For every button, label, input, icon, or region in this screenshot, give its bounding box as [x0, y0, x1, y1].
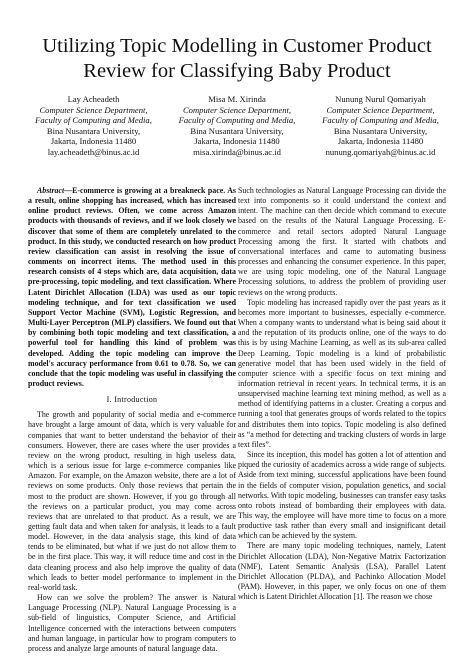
author-2: [166, 94, 309, 158]
author-1: [22, 94, 165, 158]
paragraph: There are many topic modeling techniques, namely, Latent Dirichlet Allocation (LDA), Non-Negative Matrix Factorization (NMF), Latent Semantic Analysis (LSA), Parallel Latent Dirichlet Allocation (PLDA), and Pachinko Allocation Model (PAM). However, in this paper, we only focus on one of them which is Latent Dirichlet Allocation [1]. The reason we chose: [238, 541, 446, 602]
abstract-text: —E-commerce is growing at a breakneck pace. As a result, online shopping has increased, which has increased online product reviews. Often, we come across Amazon products with thousands of reviews, and if we look closely we discover that some of them are completely unrelated to the product. In this study, we conducted research on how product review classification can assist in resolving the issue of comments on incorrect items. The method used in this research consists of 4 steps which are, data acquisition, data pre-processing, topic modeling, and text classification. Where Latent Dirichlet Allocation (LDA) was used as our topic modeling technique, and for text classification we used Support Vector Machine (SVM), Logistic Regression, and Multi-Layer Perceptron (MLP) classifiers. We found out that by combining both topic modeling and text classification, a powerful tool for handling this kind of problem was developed. Adding the topic modeling can improve the model's accuracy performance from 0.61 to 0.78. So, we can conclude that the topic modeling was useful in classifying the product reviews.: [28, 186, 236, 388]
paragraph: Topic modeling has increased rapidly over the past years as it becomes more important to businesses, especially e-commerce. When a company wants to understand what is being said about it and the reputation of its products online, one of the ways to do this is by using Machine Learning, as well as its sub-area called Deep Learning. Topic modeling is a kind of probabilistic generative model that has been used widely in the field of computer science with a specific focus on text mining and information retrieval in recent years. In technical terms, it is an unsupervised machine learning text mining method, as well as a method of identifying patterns in a cluster. Creating a corpus and running a tool that generates groups of words related to the topics and distributes them into topics. Topic modeling is also defined as “a method for detecting and tracking clusters of words in large text files”.: [238, 297, 446, 449]
author-email: lay.acheadeth@binus.ac.id: [47, 146, 140, 157]
right-column: [238, 186, 446, 602]
author-univ: Bina Nusantara University,: [46, 125, 141, 136]
author-name: Lay Acheadeth: [67, 94, 120, 104]
author-email: nunung.qomariyah@binus.ac.id: [325, 146, 436, 157]
author-3: [309, 94, 452, 158]
title-line-2: Review for Classifying Baby Product: [83, 60, 391, 82]
paragraph: How can we solve the problem? The answer is Natural Language Processing (NLP). Natural Language Processing is a sub-field of linguistics, Computer Science, and Artificial Intelligence concerned with the interactions between computers and human language, in particular how to program computers to process and analyze large amounts of natural language data.: [28, 593, 236, 653]
author-dept: Computer Science Department,: [326, 104, 435, 115]
paragraph: Such technologies as Natural Language Processing can divide the text into components so it could understand the context and intent. The machine can then decide which command to execute based on the results of the Natural Language Processing. E-commerce and retail sectors adopted Natural Language Processing among the first. It started with chatbots and conversational interfaces and came to automating business processes and enhancing the consumer experience. In this paper, we are using topic modeling, one of the Natural Language Processing solutions, to address the problem of providing user reviews on the wrong products.: [238, 186, 446, 297]
author-dept: Computer Science Department,: [39, 104, 148, 115]
paper-title: [0, 34, 474, 84]
section-heading: I. Introduction: [106, 395, 158, 405]
author-faculty: Faculty of Computing and Media,: [35, 115, 152, 126]
author-name: Misa M. Xirinda: [208, 94, 266, 104]
abstract: [28, 186, 236, 389]
author-block: [22, 94, 452, 158]
author-univ: Bina Nusantara University,: [190, 125, 284, 136]
author-univ: Bina Nusantara University,: [333, 125, 428, 136]
author-email: misa.xirinda@binus.ac.id: [193, 146, 281, 157]
author-faculty: Faculty of Computing and Media,: [322, 115, 439, 126]
title-line-1: Utilizing Topic Modelling in Customer Product: [42, 35, 432, 57]
author-city: Jakarta, Indonesia 11480: [194, 136, 280, 147]
author-name: Nunung Nurul Qomariyah: [335, 94, 426, 104]
author-city: Jakarta, Indonesia 11480: [50, 136, 137, 147]
author-dept: Computer Science Department,: [182, 104, 292, 115]
author-city: Jakarta, Indonesia 11480: [337, 136, 424, 147]
abstract-label: Abstract: [37, 186, 65, 195]
author-faculty: Faculty of Computing and Media,: [178, 115, 296, 126]
left-column: [28, 186, 236, 654]
paragraph: The growth and popularity of social media and e-commerce have brought a large amount of data, which is very valuable for companies that want to better understand the behavior of their consumers. However, there are cases where the user provides a review on the wrong product, resulting in high useless data, which is a serious issue for large e-commerce companies like Amazon. For example, on the Amazon website, there are a lot of reviews on some products. Only those reviews that pertain the most to the product are shown. However, if you go through all the reviews on a particular product, you may come across reviews that are unrelated to that product. As a result, we are getting fault data and when taken for analysis, it leads to a fault model. However, in the data analysis stage, this kind of data tends to be eliminated, but what if we just do not allow them to be in the first place. This way, it will reduce time and cost in the data cleaning process and also help improve the quality of data which leads to better model performance to implement in the real-world task.: [28, 410, 236, 592]
paragraph: Since its inception, this model has gotten a lot of attention and piqued the curiosity of academics across a wide range of subjects. Aside from text mining, successful applications have been found in the fields of computer vision, population genetics, and social networks. With topic modeling, businesses can transfer easy tasks onto robots instead of bombarding their employees with data. This way, the employee will have more time to focus on a more productive task rather than every small and insignificant detail which can be achieved by the system.: [238, 450, 446, 541]
